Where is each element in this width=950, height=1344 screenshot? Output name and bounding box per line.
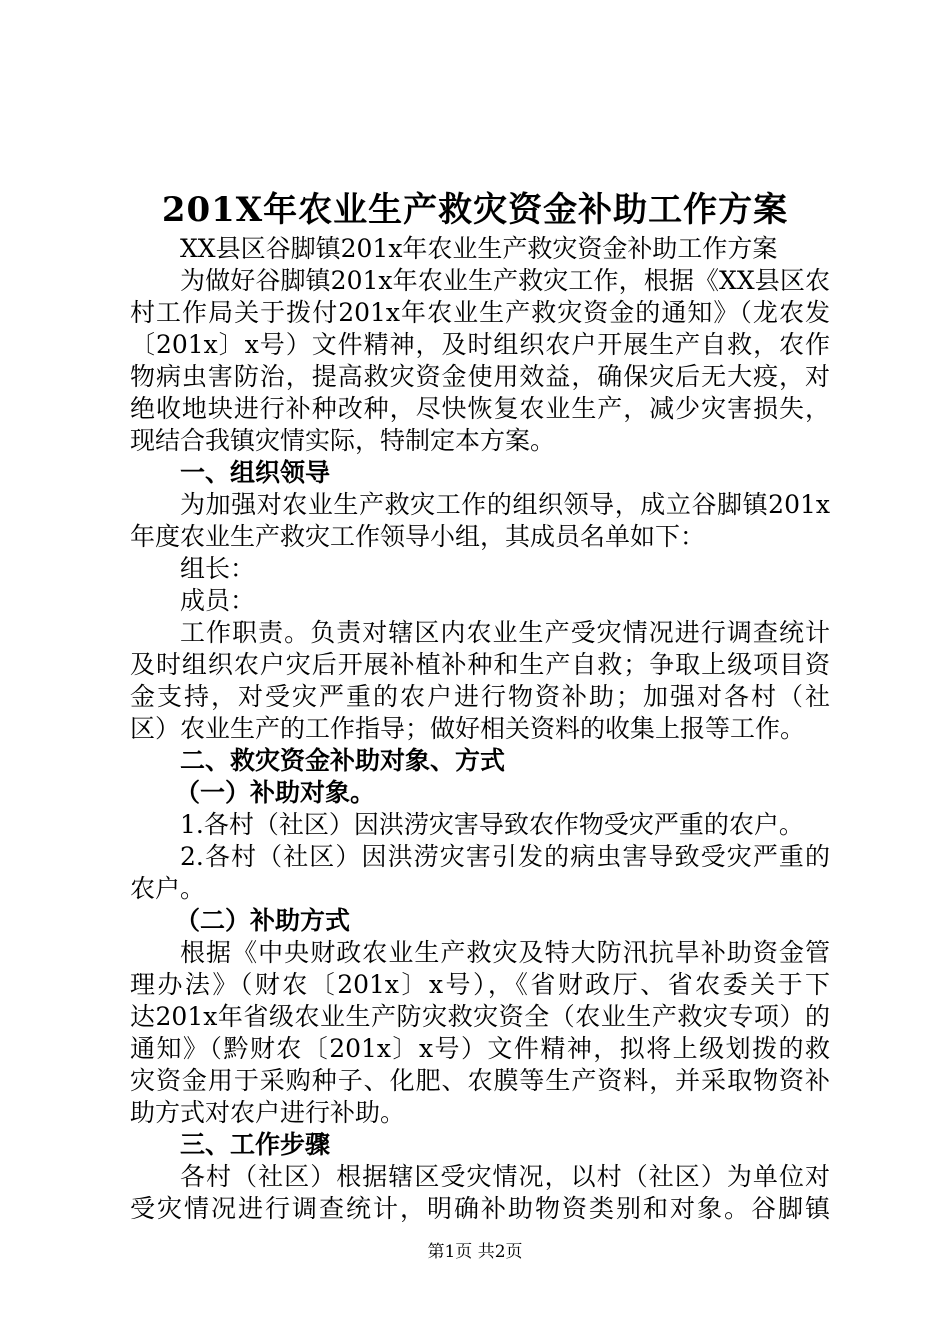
paragraph-line: 现结合我镇灾情实际，特制定本方案。 (130, 426, 556, 455)
subsection-heading: （一）补助对象。 (175, 778, 376, 807)
paragraph-line: 成员： (180, 586, 256, 615)
paragraph-line: 工作职责。负责对辖区内农业生产受灾情况进行调查统计 (180, 618, 830, 647)
paragraph-line: 年度农业生产救灾工作领导小组，其成员名单如下： (130, 522, 706, 551)
paragraph-line: 为加强对农业生产救灾工作的组织领导，成立谷脚镇201x (180, 490, 830, 519)
subsection-heading: （二）补助方式 (175, 906, 351, 935)
paragraph-line: 村工作局关于拨付201x年农业生产救灾资金的通知》（龙农发 (130, 298, 830, 327)
document-body (130, 233, 830, 1225)
paragraph-line: 及时组织农户灾后开展补植补种和生产自救；争取上级项目资 (130, 650, 830, 679)
section-heading: 二、救灾资金补助对象、方式 (180, 746, 506, 775)
document-title: 201X年农业生产救灾资金补助工作方案 (161, 190, 789, 230)
paragraph-line: 助方式对农户进行补助。 (130, 1098, 406, 1127)
paragraph-line: 组长： (180, 554, 256, 583)
page-number-footer: 第1页 共2页 (427, 1242, 523, 1262)
paragraph-line: 受灾情况进行调查统计，明确补助物资类别和对象。谷脚镇 (130, 1194, 830, 1223)
paragraph-line: 物病虫害防治，提高救灾资金使用效益，确保灾后无大疫，对 (130, 362, 830, 391)
paragraph-line: 金支持，对受灾严重的农户进行物资补助；加强对各村（社 (130, 682, 830, 711)
paragraph-line: 绝收地块进行补种改种，尽快恢复农业生产，减少灾害损失， (130, 394, 830, 423)
paragraph-line: 为做好谷脚镇201x年农业生产救灾工作，根据《XX县区农 (180, 266, 830, 295)
paragraph-line: 灾资金用于采购种子、化肥、农膜等生产资料，并采取物资补 (130, 1066, 830, 1095)
section-heading: 三、工作步骤 (180, 1130, 331, 1159)
paragraph-line: 达201x年省级农业生产防灾救灾资全（农业生产救灾专项）的 (130, 1002, 830, 1031)
paragraph-line: 理办法》（财农〔201x〕x号），《省财政厅、省农委关于下 (130, 970, 830, 999)
paragraph-line: 1.各村（社区）因洪涝灾害导致农作物受灾严重的农户。 (180, 810, 804, 839)
paragraph-line: 各村（社区）根据辖区受灾情况，以村（社区）为单位对 (180, 1162, 830, 1191)
paragraph-line: 区）农业生产的工作指导；做好相关资料的收集上报等工作。 (130, 714, 806, 743)
section-heading: 一、组织领导 (180, 458, 331, 487)
paragraph-line: 〔201x〕x号）文件精神，及时组织农户开展生产自救，农作 (130, 330, 830, 359)
paragraph-line: 根据《中央财政农业生产救灾及特大防汛抗旱补助资金管 (180, 938, 830, 967)
paragraph-subtitle: XX县区谷脚镇201x年农业生产救灾资金补助工作方案 (180, 234, 778, 263)
paragraph-line: 2.各村（社区）因洪涝灾害引发的病虫害导致受灾严重的 (180, 842, 830, 871)
paragraph-line: 通知》（黔财农〔201x〕x号）文件精神，拟将上级划拨的救 (130, 1034, 830, 1063)
paragraph-line: 农户。 (130, 874, 206, 903)
